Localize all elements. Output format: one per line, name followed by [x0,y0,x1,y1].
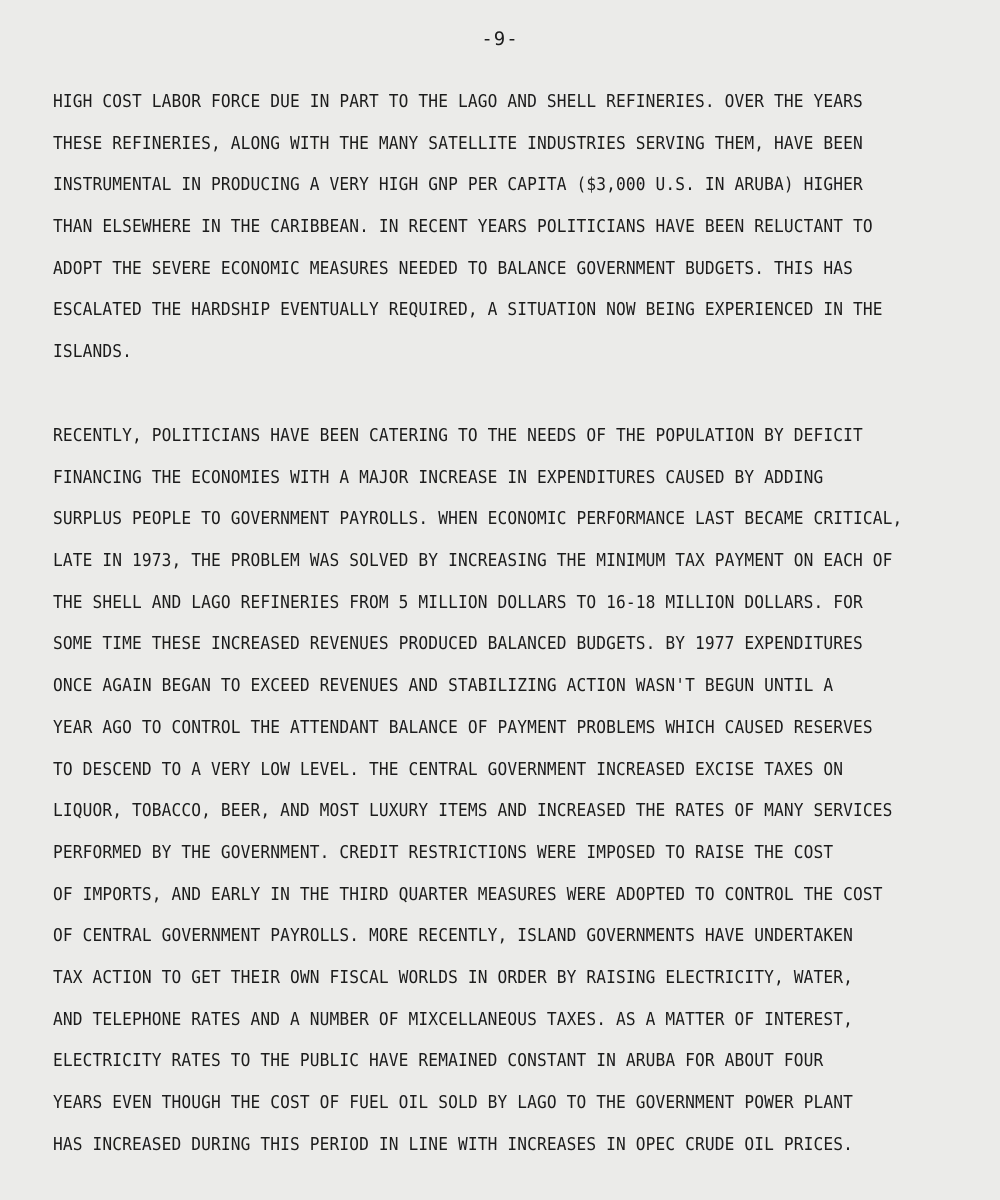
text-line: YEARS EVEN THOUGH THE COST OF FUEL OIL SOLD BY LAGO TO THE GOVERNMENT POWER PLANT [53,1093,854,1113]
text-line: LIQUOR, TOBACCO, BEER, AND MOST LUXURY ITEMS AND INCREASED THE RATES OF MANY SERVICES [53,801,893,822]
text-line: PERFORMED BY THE GOVERNMENT. CREDIT RESTRICTIONS WERE IMPOSED TO RAISE THE COST [53,842,834,863]
text-line: SOME TIME THESE INCREASED REVENUES PRODUCED BALANCED BUDGETS. BY 1977 EXPENDITURES [53,634,863,655]
text-line: LATE IN 1973, THE PROBLEM WAS SOLVED BY INCREASING THE MINIMUM TAX PAYMENT ON EACH OF [53,551,893,572]
text-line: TAX ACTION TO GET THEIR OWN FISCAL WORLDS IN ORDER BY RAISING ELECTRICITY, WATER, [53,967,854,988]
text-line: AND TELEPHONE RATES AND A NUMBER OF MIXCELLANEOUS TAXES. AS A MATTER OF INTEREST, [53,1009,854,1030]
text-line: THE SHELL AND LAGO REFINERIES FROM 5 MILLION DOLLARS TO 16-18 MILLION DOLLARS. FOR [53,592,863,613]
text-line: THESE REFINERIES, ALONG WITH THE MANY SATELLITE INDUSTRIES SERVING THEM, HAVE BEEN [53,133,863,154]
text-line: TO DESCEND TO A VERY LOW LEVEL. THE CENTRAL GOVERNMENT INCREASED EXCISE TAXES ON [53,759,844,780]
text-line: OF CENTRAL GOVERNMENT PAYROLLS. MORE RECENTLY, ISLAND GOVERNMENTS HAVE UNDERTAKEN [53,926,854,947]
text-line: ESCALATED THE HARDSHIP EVENTUALLY REQUIRED, A SITUATION NOW BEING EXPERIENCED IN THE [53,300,883,321]
text-line: FINANCING THE ECONOMIES WITH A MAJOR INCREASE IN EXPENDITURES CAUSED BY ADDING [53,467,824,488]
text-line: HIGH COST LABOR FORCE DUE IN PART TO THE LAGO AND SHELL REFINERIES. OVER THE YEARS [53,92,863,112]
text-line: HAS INCREASED DURING THIS PERIOD IN LINE WITH INCREASES IN OPEC CRUDE OIL PRICES. [53,1134,854,1155]
text-line: OF IMPORTS, AND EARLY IN THE THIRD QUARTER MEASURES WERE ADOPTED TO CONTROL THE COST [53,884,883,905]
text-line: ONCE AGAIN BEGAN TO EXCEED REVENUES AND STABILIZING ACTION WASN'T BEGUN UNTIL A [53,676,834,697]
text-line: INSTRUMENTAL IN PRODUCING A VERY HIGH GNP PER CAPITA ($3,000 U.S. IN ARUBA) HIGHER [53,175,863,196]
text-line: THAN ELSEWHERE IN THE CARIBBEAN. IN RECENT YEARS POLITICIANS HAVE BEEN RELUCTANT TO [53,217,873,238]
text-line: YEAR AGO TO CONTROL THE ATTENDANT BALANCE OF PAYMENT PROBLEMS WHICH CAUSED RESERVES [53,717,873,738]
paragraph-1 [53,82,993,374]
page-number: -9- [481,28,519,50]
text-line: ELECTRICITY RATES TO THE PUBLIC HAVE REMAINED CONSTANT IN ARUBA FOR ABOUT FOUR [53,1051,824,1072]
text-line: SURPLUS PEOPLE TO GOVERNMENT PAYROLLS. WHEN ECONOMIC PERFORMANCE LAST BECAME CRITICAL, [53,509,903,530]
text-line: ISLANDS. [53,342,133,363]
text-line: ADOPT THE SEVERE ECONOMIC MEASURES NEEDED TO BALANCE GOVERNMENT BUDGETS. THIS HAS [53,258,854,279]
paragraph-2 [53,416,993,1166]
text-line: RECENTLY, POLITICIANS HAVE BEEN CATERING TO THE NEEDS OF THE POPULATION BY DEFICIT [53,426,863,446]
